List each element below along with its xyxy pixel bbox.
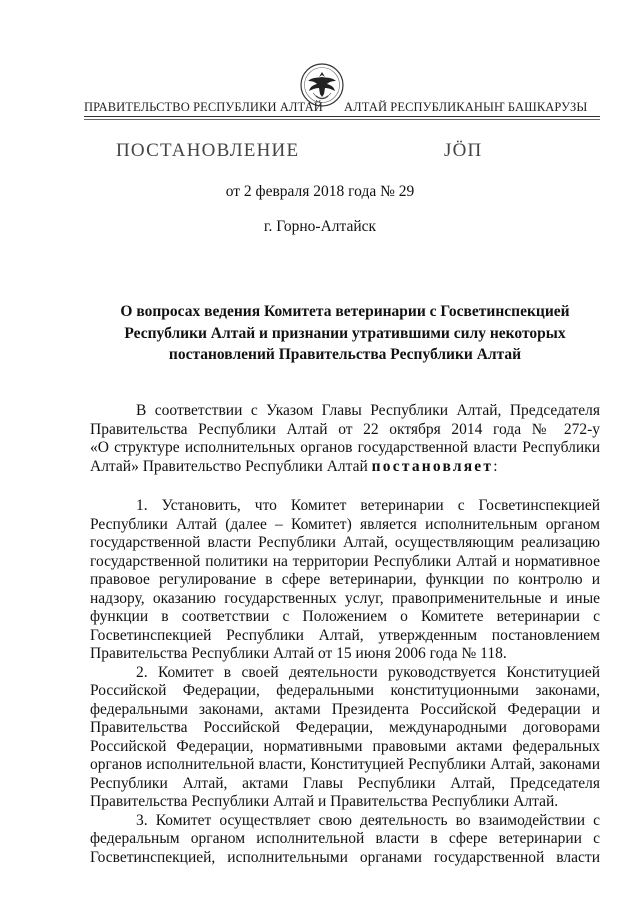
header-rule	[84, 116, 600, 117]
body-line: Республики Алтай (далее – Комитет) является исполнительным органом	[90, 515, 600, 533]
body-line: функции в соответствии с Положением о Комитете ветеринарии с	[90, 608, 600, 625]
body-line: Правительства Республики Алтай от 15 июня 2006 года № 118.	[90, 645, 507, 662]
body-line: государственной политики на территории Республики Алтай и нормативное	[90, 552, 600, 570]
date-number-line: от 2 февраля 2018 года № 29	[225, 183, 415, 200]
title-line: О вопросах ведения Комитета ветеринарии с Госветинспекцией	[120, 303, 570, 320]
body-line: Правительства Республики Алтай и Правительства Республики Алтай.	[90, 793, 559, 810]
document-title	[90, 301, 600, 366]
preamble-colon: :	[493, 457, 498, 475]
body-line: 1. Установить, что Комитет ветеринарии с Госветинспекцией	[136, 497, 600, 514]
doc-type-altai: ЈӦП	[444, 140, 483, 161]
body-line: надзору, оказанию государственных услуг, правоприменительные и иные	[90, 589, 600, 607]
body-line: федеральными законами, актами Президента Российской Федерации и	[90, 700, 600, 718]
title-line: постановлений Правительства Республики Алтай	[168, 346, 522, 363]
document-body	[90, 402, 600, 867]
body-line: Республики Алтай, актами Главы Республики Алтай, Председателя	[90, 774, 600, 792]
body-line: Госветинспекцией Республики Алтай, утвержденным постановлением	[90, 626, 600, 644]
body-line: государственной власти Республики Алтай, осуществляющим реализацию	[90, 534, 600, 551]
city-line: г. Горно-Алтайск	[263, 218, 377, 235]
body-line: «О структуре исполнительных органов государственной власти Республики	[90, 439, 600, 456]
body-line: Госветинспекцией, исполнительными органами государственной власти	[90, 848, 600, 866]
resolves-word: постановляет	[371, 457, 494, 475]
body-line: органов исполнительной власти, Конституцией Республики Алтай, законами	[90, 756, 600, 773]
header-rule-thin	[84, 119, 600, 120]
preamble-text: Алтай» Правительство Республики Алтай	[90, 457, 372, 475]
body-line: федеральным органом исполнительной власти в сфере ветеринарии с	[90, 830, 600, 847]
body-line: Правительства Республики Алтай от 22 октября 2014 года № 272-у	[90, 420, 600, 438]
body-line: В соответствии с Указом Главы Республики Алтай, Председателя	[136, 402, 600, 419]
body-line	[90, 458, 600, 477]
doc-type-russian: ПОСТАНОВЛЕНИЕ	[116, 140, 300, 161]
title-line: Республики Алтай и признании утратившими силу некоторых	[124, 324, 566, 342]
body-line: Российской Федерации, нормативными правовыми актами федеральных	[90, 737, 600, 755]
body-line: Российской Федерации, федеральными конституционными законами,	[90, 682, 600, 699]
header-left-title: ПРАВИТЕЛЬСТВО РЕСПУБЛИКИ АЛТАЙ	[84, 100, 323, 114]
body-line: 2. Комитет в своей деятельности руководствуется Конституцией	[136, 663, 600, 681]
body-line: правовое регулирование в сфере ветеринарии, функции по контролю и	[90, 571, 600, 588]
body-line: Правительства Российской Федерации, международными договорами	[90, 719, 600, 736]
body-line: 3. Комитет осуществляет свою деятельность во взаимодействии с	[136, 811, 600, 829]
header-right-title: АЛТАЙ РЕСПУБЛИКАНЫҤ БАШКАРУЗЫ	[344, 100, 588, 114]
